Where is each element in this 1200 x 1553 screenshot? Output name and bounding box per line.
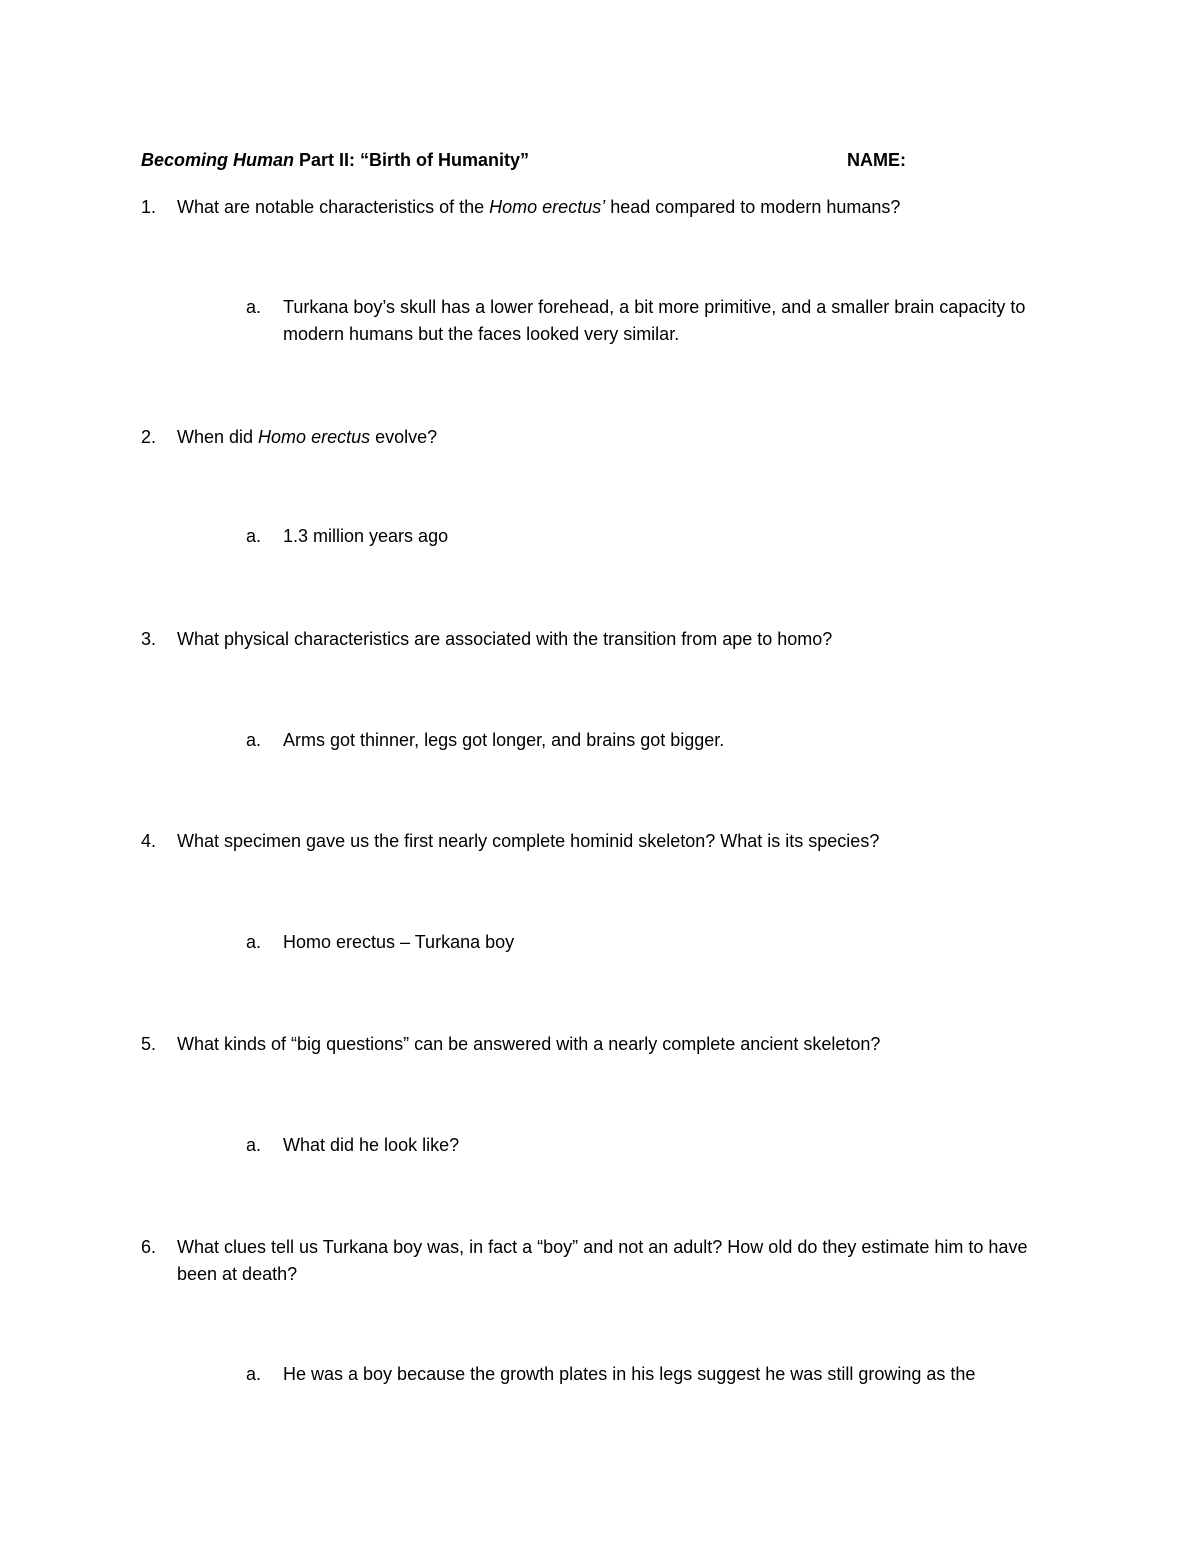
answer-letter: a. [246, 932, 262, 952]
answer-letter: a. [246, 526, 262, 546]
question-2 [141, 424, 1071, 451]
answer-1 [246, 294, 1046, 348]
question-number: 1. [141, 197, 157, 217]
name-label: NAME: [847, 150, 906, 170]
answer-letter: a. [246, 297, 262, 317]
question-1 [141, 194, 1071, 221]
question-text-part: What are notable characteristics of the [177, 197, 490, 217]
question-4 [141, 828, 1071, 855]
question-3 [141, 626, 1071, 653]
answer-text: Turkana boy’s skull has a lower forehead, a bit more primitive, and a smaller brain capacity to modern humans but the faces looked very similar. [283, 297, 1026, 344]
answer-2 [246, 523, 1046, 550]
question-text: What clues tell us Turkana boy was, in fact a “boy” and not an adult? How old do they estimate him to have been at death? [177, 1237, 1028, 1284]
title-rest: Part II: “Birth of Humanity” [294, 150, 530, 170]
answer-text: Arms got thinner, legs got longer, and brains got bigger. [283, 730, 725, 750]
question-number: 4. [141, 831, 157, 851]
question-number: 5. [141, 1034, 157, 1054]
answer-5 [246, 1132, 1046, 1159]
answer-text: Homo erectus – Turkana boy [283, 932, 515, 952]
question-6 [141, 1234, 1071, 1288]
question-text [177, 194, 1071, 221]
question-5 [141, 1031, 1071, 1058]
question-number: 6. [141, 1237, 157, 1257]
answer-text: 1.3 million years ago [283, 526, 449, 546]
answer-text: What did he look like? [283, 1135, 460, 1155]
question-text [177, 424, 1071, 451]
answer-6 [246, 1361, 1066, 1388]
question-text-part: evolve? [370, 427, 438, 447]
answer-letter: a. [246, 1135, 262, 1155]
answer-letter: a. [246, 730, 262, 750]
answer-3 [246, 727, 1046, 754]
question-number: 3. [141, 629, 157, 649]
answer-letter: a. [246, 1364, 262, 1384]
question-text-part: When did [177, 427, 259, 447]
worksheet-header [141, 147, 1061, 174]
question-text-part: head compared to modern humans? [605, 197, 901, 217]
answer-4 [246, 929, 1046, 956]
title-italic: Becoming Human [141, 150, 295, 170]
question-text: What specimen gave us the first nearly complete hominid skeleton? What is its species? [177, 831, 880, 851]
question-text: What physical characteristics are associated with the transition from ape to homo? [177, 629, 833, 649]
question-text-italic: Homo erectus [258, 427, 371, 447]
question-text-italic: Homo erectus’ [489, 197, 606, 217]
question-text: What kinds of “big questions” can be answered with a nearly complete ancient skeleton? [177, 1034, 881, 1054]
answer-text: He was a boy because the growth plates in his legs suggest he was still growing as the [283, 1364, 976, 1384]
question-number: 2. [141, 427, 157, 447]
